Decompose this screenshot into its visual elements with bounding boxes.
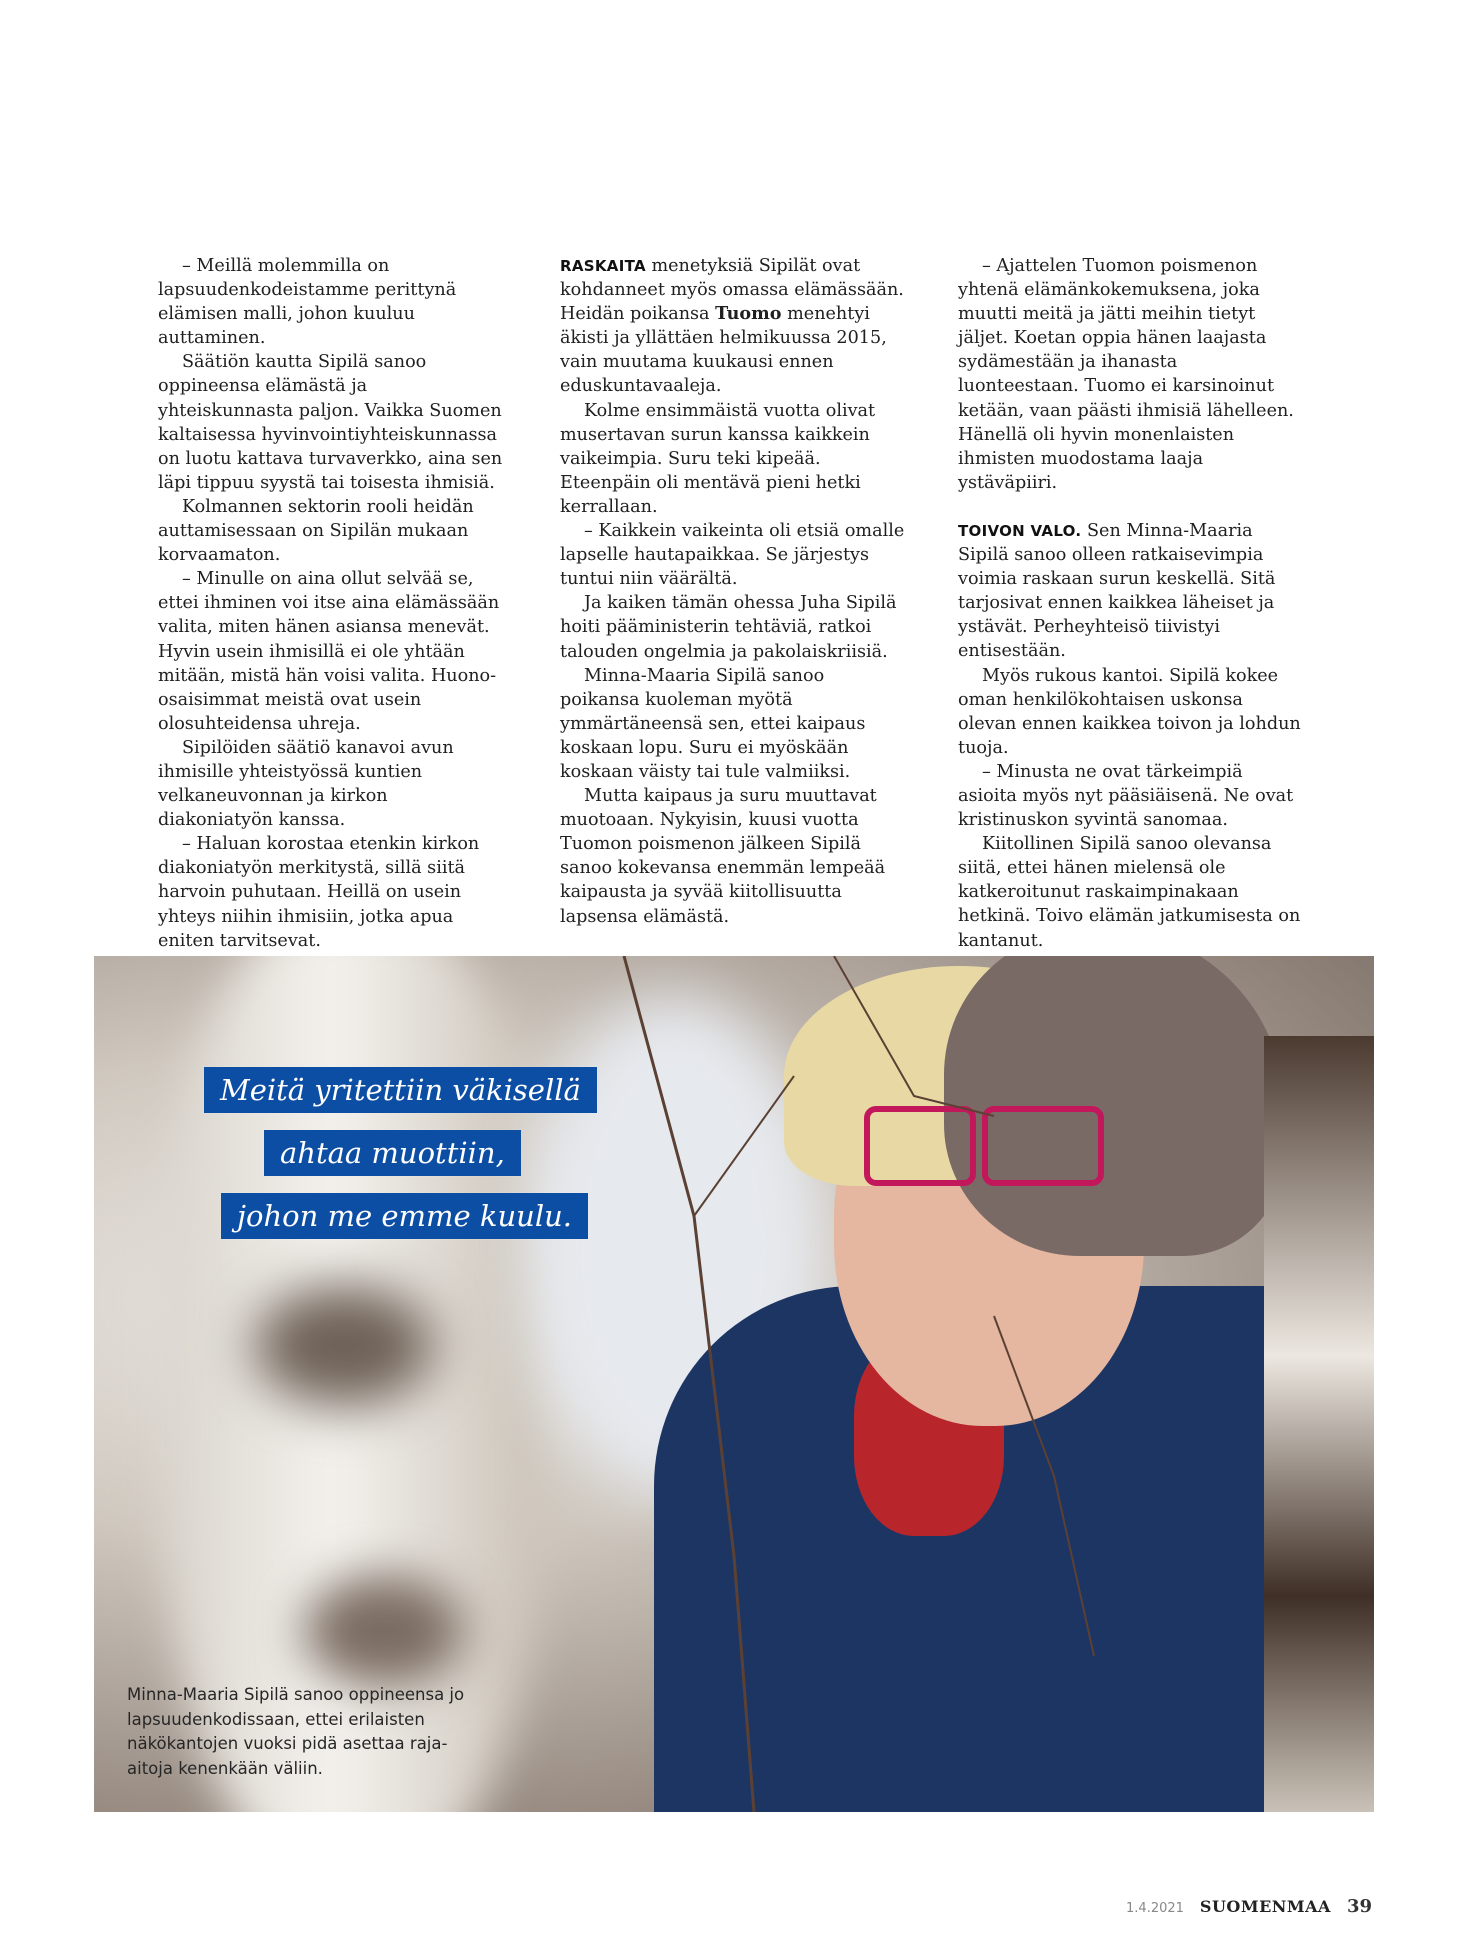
paragraph: – Haluan korostaa etenkin kirkon diakoniatyön merkitystä, sillä siitä harvoin puhutaan. Heillä on usein yhteys niihin ihmisiin, jotka apua eniten tarvitsevat. bbox=[158, 834, 480, 951]
paragraph bbox=[560, 254, 905, 399]
text-column-1 bbox=[158, 254, 503, 953]
lead-word: TOIVON VALO. bbox=[958, 521, 1082, 540]
paragraph: Sipilöiden säätiö kanavoi avun ihmisille yhteistyössä kuntien velkaneuvonnan ja kirkon diakoniatyön kanssa. bbox=[158, 737, 454, 831]
photo-caption: Minna-Maaria Sipilä sanoo oppineensa jo lapsuudenkodissaan, ettei erilaisten näkökantojen vuoksi pidä asettaa raja-aitoja kenenkään väliin. bbox=[127, 1685, 465, 1778]
paragraph: Kolmannen sektorin rooli heidän auttamisessaan on Sipilän mukaan korvaamaton. bbox=[158, 496, 474, 566]
paragraph: Ja kaiken tämän ohessa Juha Sipilä hoiti pääministerin tehtäviä, ratkoi talouden ongelmia ja pakolaiskriisiä. bbox=[560, 593, 897, 662]
paragraph: – Minulle on aina ollut selvää se, ettei ihminen voi itse aina elämässään valita, miten hänen asiansa menevät. Hyvin usein ihmisillä ei ole yhtään mitään, mistä hän voisi valita. Huono-osaisimmat meistä ovat usein olosuhteidensa uhreja. bbox=[158, 569, 500, 734]
text-run: Sen Minna-Maaria Sipilä sanoo olleen ratkaisevimpia voimia raskaan surun keskellä. Sitä tarjosivat ennen kaikkea läheiset ja ystävät. Perheyhteisö tiivistyi entisestään. bbox=[958, 520, 1276, 662]
magazine-name: SUOMENMAA bbox=[1199, 1897, 1331, 1916]
paragraph: – Minusta ne ovat tärkeimpiä asioita myös nyt pääsiäisenä. Ne ovat kristinuskon syvintä sanomaa. bbox=[958, 761, 1294, 831]
text-column-3 bbox=[958, 254, 1303, 1025]
paragraph bbox=[958, 519, 1303, 664]
paragraph: Minna-Maaria Sipilä sanoo poikansa kuoleman myötä ymmärtäneensä sen, ettei kaipaus koskaan lopu. Suru ei myöskään koskaan väisty tai tule valmiiksi. bbox=[560, 665, 866, 782]
lead-word: RASKAITA bbox=[560, 257, 646, 275]
pull-quote-line-2: ahtaa muottiin, bbox=[264, 1130, 521, 1176]
paragraph: – Kaikkein vaikeinta oli etsiä omalle lapselle hautapaikkaa. Se järjestys tuntui niin väärältä. bbox=[560, 521, 905, 590]
text-run: menetyksiä Sipilät ovat kohdanneet myös omassa elämässään. Heidän poikansa bbox=[560, 256, 904, 325]
page-footer bbox=[1122, 1896, 1372, 1920]
pull-quote-line-3: johon me emme kuulu. bbox=[221, 1193, 588, 1239]
page-number: 39 bbox=[1346, 1896, 1372, 1917]
paragraph: Säätiön kautta Sipilä sanoo oppineensa elämästä ja yhteiskunnasta paljon. Vaikka Suomen kaltaisessa hyvinvointiyhteiskunnassa on luotu kattava turvaverkko, aina sen läpi tippuu syystä tai toisesta ihmisiä. bbox=[158, 352, 503, 493]
text-column-2 bbox=[560, 254, 905, 929]
paragraph: – Meillä molemmilla on lapsuudenkodeistamme perittynä elämisen malli, johon kuuluu auttaminen. bbox=[158, 256, 457, 349]
paragraph: – Ajattelen Tuomon poismenon yhtenä elämänkokemuksena, joka muutti meitä ja jätti meihin tietyt jäljet. Koetan oppia hänen laajasta sydämestään ja ihanasta luonteestaan. Tuomo ei karsinoinut ketään, vaan päästi ihmisiä lähelleen. Hänellä oli hyvin monenlaisten ihmisten muodostama laaja ystäväpiiri. bbox=[958, 256, 1294, 493]
text-run: menehtyi äkisti ja yllättäen helmikuussa 2015, vain muutama kuukausi ennen eduskuntavaaleja. bbox=[560, 304, 887, 397]
pull-quote-line-1: Meitä yritettiin väkisellä bbox=[204, 1067, 597, 1113]
paragraph: Myös rukous kantoi. Sipilä kokee oman henkilökohtaisen uskonsa olevan ennen kaikkea toivon ja lohdun tuoja. bbox=[958, 665, 1301, 758]
paragraph: Kiitollinen Sipilä sanoo olevansa siitä, ettei hänen mielensä ole katkeroitunut raskaimpinakaan hetkinä. Toivo elämän jatkumisesta on kantanut. bbox=[958, 834, 1301, 951]
issue-date: 1.4.2021 bbox=[1126, 1901, 1184, 1916]
paragraph: Mutta kaipaus ja suru muuttavat muotoaan. Nykyisin, kuusi vuotta Tuomon poismenon jälkeen Sipilä sanoo kokevansa enemmän lempeää kaipausta ja syvää kiitollisuutta lapsensa elämästä. bbox=[560, 786, 886, 927]
person-name: Tuomo bbox=[715, 303, 782, 325]
paragraph: Kolme ensimmäistä vuotta olivat musertavan surun kanssa kaikkein vaikeimpia. Suru teki kipeää. Eteenpäin oli mentävä pieni hetki kerrallaan. bbox=[560, 400, 876, 517]
